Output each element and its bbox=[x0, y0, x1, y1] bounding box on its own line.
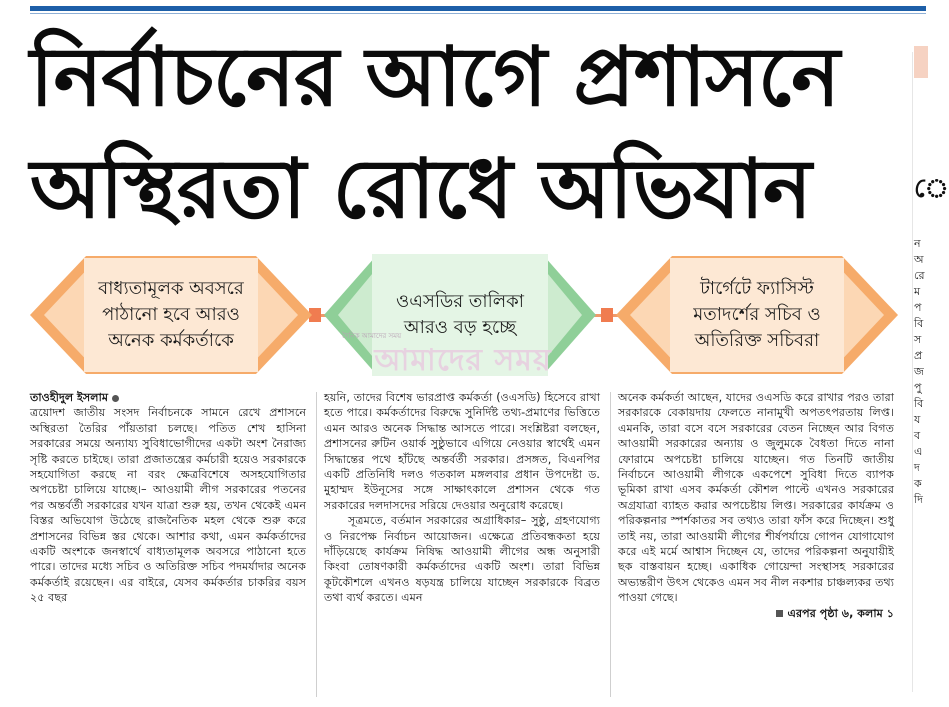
adjacent-pink-box bbox=[914, 46, 928, 78]
headline-line-2: অস্থিরতা রোধে অভিযান bbox=[30, 142, 811, 237]
article-column-3 bbox=[618, 390, 894, 700]
adjacent-fragment: এ bbox=[914, 445, 923, 458]
article-col3-text: অনেক কর্মকর্তা আছেন, যাদের ওএসডি করে রাখার পরও তারা সরকারকে বেকায়দায় ফেলতে নানামুখী অপতৎপরতায় লিপ্ত। এমনকি, তারা বসে বসে সরকারের বেতন নিচ্ছেন আর বিগত আওয়ামী সরকারের অন্যায় ও জুলুমকে বৈধতা দিতে নানা ফোরামে অপচেষ্টা চালিয়ে যাচ্ছেন। গত তিনটি জাতীয় নির্বাচনে আওয়ামী লীগকে একপেশে সুবিধা দিতে ব্যাপক ভূমিকা রাখা এসব কর্মকর্তা কৌশল পাল্টে এখনও সরকারের অগ্রযাত্রা ব্যাহত করার অপচেষ্টায় লিপ্ত। সরকারের কার্যক্রম ও পরিকল্পনার স্পর্শকাতর সব তথ্যও তারা ফাঁস করে দিচ্ছেন। শুধু তাই নয়, তারা আওয়ামী লীগের শীর্ষপর্যায়ে গোপন যোগাযোগ করে এই মর্মে আশ্বাস দিচ্ছেন যে, তাদের পরিকল্পনা অনুযায়ীই ছক বাস্তবায়ন হচ্ছে। একাধিক গোয়েন্দা সংস্থাসহ সরকারের অভ্যন্তরীণ উৎস থেকেও এমন সব নীল নকশার চাঞ্চল্যকর তথ্য পাওয়া গেছে। bbox=[618, 391, 894, 605]
adjacent-fragment: বি bbox=[914, 317, 924, 330]
masthead-rule bbox=[30, 6, 926, 11]
adjacent-fragment: রে bbox=[914, 269, 925, 282]
highlight-text-1: বাধ্যতামূলক অবসরে পাঠানো হবে আরও অনেক কর্মকর্তাকে bbox=[98, 278, 244, 351]
column-divider-1 bbox=[316, 392, 317, 697]
adjacent-fragment: বি bbox=[914, 397, 924, 410]
article-col2-para-1: হয়নি, তাদের বিশেষ ভারপ্রাপ্ত কর্মকর্তা (ওএসডি) হিসেবে রাখা হতে পারে। কর্মকর্তাদের বিরুদ্ধে সুনির্দিষ্ট তথ্য-প্রমাণের ভিত্তিতে এমন আরও অনেক সিদ্ধান্ত আসতে পারে। সংশ্লিষ্টরা বলছেন, প্রশাসনের রুটিন ওয়ার্ক সুষ্ঠুভাবে এগিয়ে নেওয়ার স্বার্থেই এমন সিদ্ধান্তের পথে হাঁটছে অন্তর্বর্তী সরকার। প্রসঙ্গত, বিএনপির একটি প্রতিনিধি দলও গতকাল মঙ্গলবার প্রধান উপদেষ্টা ড. মুহাম্মদ ইউনূসের সঙ্গে সাক্ষাৎকালে প্রশাসন থেকে গত সরকারের দলদাসদের সরিয়ে দেওয়ার অনুরোধ করেছে। bbox=[324, 391, 600, 512]
masthead-thin-rule bbox=[30, 13, 926, 14]
jump-square-icon bbox=[776, 610, 783, 617]
adjacent-fragment: প bbox=[914, 301, 922, 314]
column-divider-2 bbox=[610, 392, 611, 697]
adjacent-fragment: দি bbox=[914, 493, 923, 506]
adjacent-fragment: জ bbox=[914, 365, 924, 378]
adjacent-fragment: প্র bbox=[914, 349, 923, 362]
highlight-text-3: টার্গেটে ফ্যাসিস্ট মতাদর্শের সচিব ও অতিরিক্ত সচিবরা bbox=[693, 278, 821, 351]
article-col2-para-2: সূত্রমতে, বর্তমান সরকারের অগ্রাধিকার– সুষ্ঠু, গ্রহণযোগ্য ও নিরপেক্ষ নির্বাচন আয়োজন। এক্ষেত্রে প্রতিবন্ধকতা হয়ে দাঁড়িয়েছে কার্যক্রম নিষিদ্ধ আওয়ামী লীগের অন্ধ অনুসারী কিংবা তোষণকারী কর্মকর্তাদের একটি অংশ। তারা বিভিন্ন কূটকৌশলে এখনও ষড়যন্ত্র চালিয়ে যাচ্ছেন সরকারকে বিব্রত তথা ব্যর্থ করতে। এমন bbox=[324, 514, 600, 605]
adjacent-fragment: ব bbox=[914, 429, 921, 442]
article-column-1 bbox=[30, 390, 306, 700]
article-column-2 bbox=[324, 390, 600, 700]
adjacent-fragment: দ bbox=[914, 461, 920, 474]
headline bbox=[30, 22, 890, 246]
continuation-text[interactable]: এরপর পৃষ্ঠা ৬, কলাম ১ bbox=[787, 606, 894, 620]
article-col1-text: ত্রয়োদশ জাতীয় সংসদ নির্বাচনকে সামনে রেখে প্রশাসনে অস্থিরতা তৈরির পাঁয়তারা চলছে। পতিত শেখ হাসিনা সরকারের সময়ে অন্যায্য সুবিধাভোগীদের একটা অংশ নৈরাজ্য সৃষ্টি করতে চাইছে। তারা প্রজাতন্ত্রের কর্মচারী হয়েও সরকারকে সহযোগিতা করছে না বরং ক্ষেত্রবিশেষে অসহযোগিতার অপচেষ্টা চালিয়ে যাচ্ছে।– আওয়ামী লীগ সরকারের পতনের পর অন্তর্বর্তী সরকারের যখন যাত্রা শুরু হয়, তখন থেকেই এমন বিস্তর অভিযোগ উঠেছে রাজনৈতিক মহল থেকে শুরু করে প্রশাসনের বিভিন্ন স্তর থেকে। আশার কথা, এমন কর্মকর্তাদের একটি অংশকে জনস্বার্থে বাধ্যতামূলক অবসরে পাঠানো হতে পারে। তাদের মধ্যে সচিব ও অতিরিক্ত সচিব পদমর্যাদার অনেক কর্মকর্তাই রয়েছেন। এর বাইরে, যেসব কর্মকর্তার চাকরির বয়স ২৫ বছর bbox=[30, 406, 306, 605]
adjacent-fragment: য bbox=[914, 413, 921, 426]
adjacent-fragment: ক bbox=[914, 477, 922, 490]
watermark-logo: আমাদের সময় bbox=[374, 343, 552, 378]
adjacent-article-strip bbox=[906, 0, 949, 707]
adjacent-divider bbox=[912, 52, 913, 692]
adjacent-fragment: ন bbox=[914, 237, 921, 250]
adjacent-fragment: পু bbox=[914, 381, 922, 394]
continuation-line[interactable] bbox=[618, 606, 894, 621]
headline-line-1: নির্বাচনের আগে প্রশাসনে bbox=[30, 30, 840, 125]
adjacent-fragment: অ bbox=[914, 253, 924, 266]
adjacent-headline-fragment: ে bbox=[914, 174, 949, 204]
adjacent-fragment: স bbox=[914, 333, 922, 346]
watermark-tagline: দৈনিক আমাদের সময় bbox=[342, 332, 402, 340]
highlight-text-2: ওএসডির তালিকা আরও বড় হচ্ছে bbox=[396, 291, 524, 338]
byline: তাওহীদুল ইসলাম bbox=[30, 391, 109, 404]
adjacent-fragment: ম bbox=[914, 285, 921, 298]
byline-bullet-icon bbox=[112, 395, 119, 402]
